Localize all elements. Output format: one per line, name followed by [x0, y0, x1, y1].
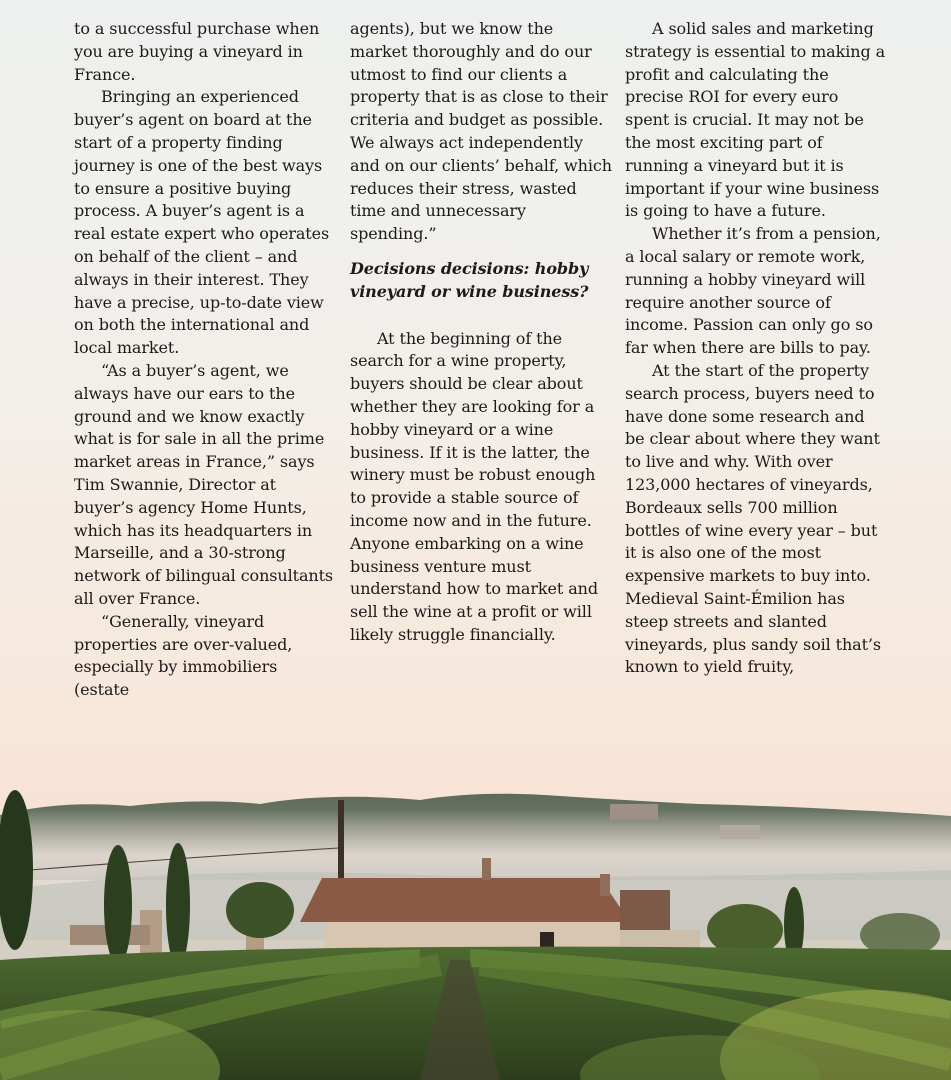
paragraph: “As a buyer’s agent, we always have our ears to the ground and we know exactly what is for sale in all the prime market areas in France,” says Tim Swannie, Director at buyer’s agency Home Hunts, which has its headquarters in Marseille, and a 30-strong network of bilingual consultants all over France.: [74, 360, 334, 608]
article-column-3: [625, 18, 887, 679]
paragraph: A solid sales and marketing strategy is essential to making a profit and calculating the precise ROI for every euro spent is crucial. It may not be the most exciting part of running a vineyard but it is important if your wine business is going to have a future.: [625, 19, 886, 221]
paragraph: agents), but we know the market thoroughly and do our utmost to find our clients a property that is as close to their criteria and budget as possible. We always act independently and on our clients’ behalf, which reduces their stress, wasted time and unnecessary spending.”: [350, 19, 612, 244]
paragraph: “Generally, vineyard properties are over-valued, especially by immobiliers (estate: [74, 611, 293, 700]
article-column-1: [74, 18, 336, 702]
article-column-2: [350, 18, 612, 647]
section-subheading: Decisions decisions: hobby vineyard or wine business?: [350, 258, 589, 301]
paragraph: to a successful purchase when you are buying a vineyard in France.: [74, 19, 320, 84]
paragraph: Bringing an experienced buyer’s agent on board at the start of a property finding journey is one of the best ways to ensure a positive buying process. A buyer’s agent is a real estate expert who operates on behalf of the client – and always in their interest. They have a precise, up-to-date view on both the international and local market.: [74, 87, 330, 358]
paragraph: At the start of the property search process, buyers need to have done some research and be clear about where they want to live and why. With over 123,000 hectares of vineyards, Bordeaux sells 700 million bottles of wine every year – but it is also one of the most expensive markets to buy into. Medieval Saint-Émilion has steep streets and slanted vineyards, plus sandy soil that’s known to yield fruity,: [625, 360, 882, 677]
paragraph: Whether it’s from a pension, a local salary or remote work, running a hobby vineyard will require another source of income. Passion can only go so far when there are bills to pay.: [625, 224, 881, 358]
vineyard-landscape-photo: [0, 770, 951, 1080]
paragraph: At the beginning of the search for a wine property, buyers should be clear about whether they are looking for a hobby vineyard or a wine business. If it is the latter, the winery must be robust enough to provide a stable source of income now and in the future. Anyone embarking on a wine business venture must understand how to market and sell the wine at a profit or will likely struggle financially.: [350, 328, 598, 644]
